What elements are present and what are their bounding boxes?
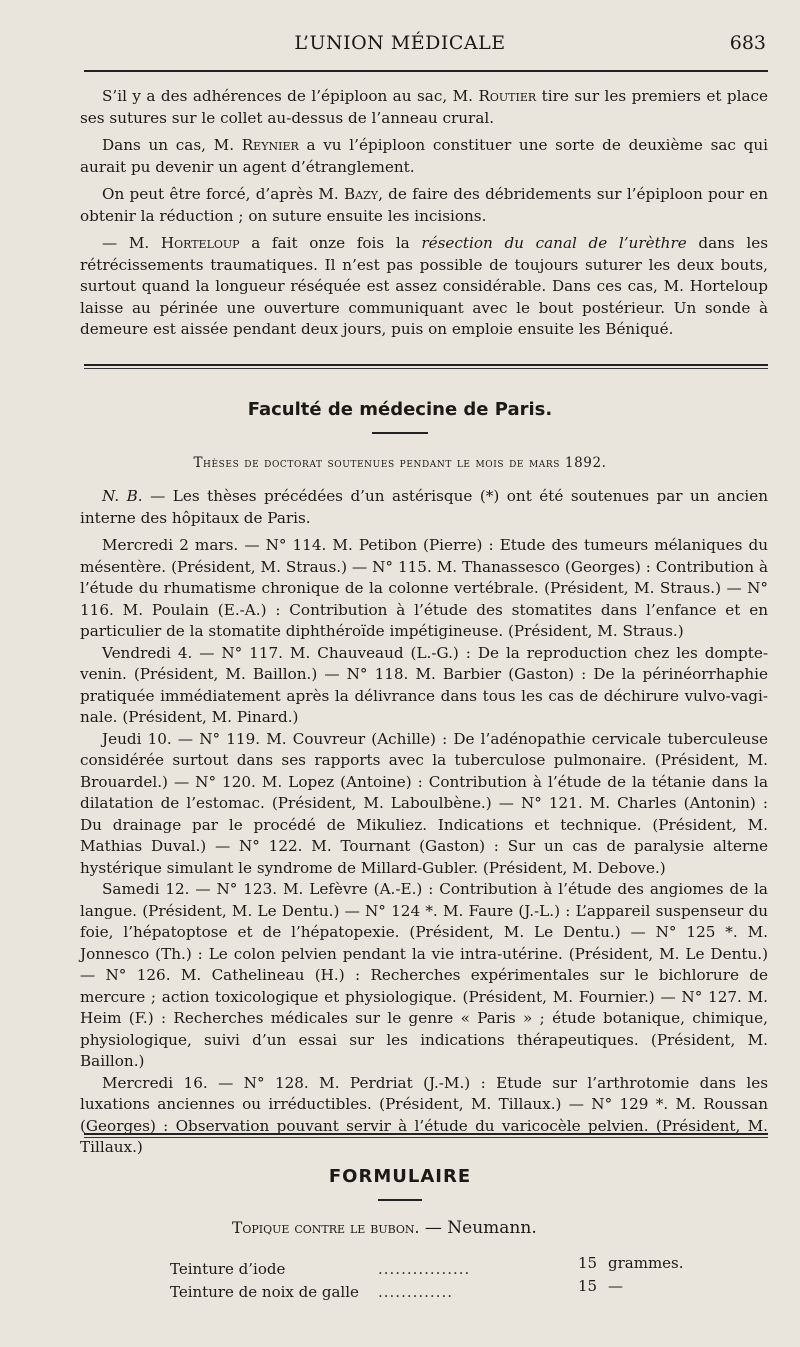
formula-subtitle: Topique contre le bubon. — Neumann.: [232, 1218, 537, 1238]
entry-samedi-12: Samedi 12. — N° 123. M. Lefèvre (A.-E.) : Contribution à l’étude des angiomes de la langue. (Président, M. Le Dentu.) — N° 124 *. M. Faure (J.-L.) : L’appareil suspenseur du foie, l’hépatoptose et de l’hépatopexie. (Président, M. Le Dentu.) — N° 125 *. M. Jonnesco (Th.) : Le colon pelvien pendant la vie intra-utérine. (Président, M. Le Dentu.) — N° 126. M. Cathelineau (H.) : Recherches expérimentales sur le bichlorure de mercure ; action toxicologique et physiologique. (Président, M. Fournier.) — N° 127. M. Heim (F.) : Recherches médicales sur le genre « Paris » ; étude botanique, chimique, physiologique, suivi d’un essai sur les indications thérapeutiques. (Président, M. Baillon.): [80, 880, 768, 1070]
entry-mercredi-2: Mercredi 2 mars. — N° 114. M. Petibon (Pierre) : Etude des tumeurs mélaniques du mésentère. (Président, M. Straus.) — N° 115. M. Thanassesco (Georges) : Contribution à l’étude du rhumatisme chronique de la colonne vertébrale. (Président, M. Straus.) — N° 116. M. Poulain (E.-A.) : Contribution à l’étude des stomatites dans l’enfance et en particulier de la stomatite diphthéroïde impétigineuse. (Président, M. Straus.): [80, 536, 768, 640]
faculty-section-title: Faculté de médecine de Paris.: [247, 399, 553, 420]
formulaire-underline: [378, 1199, 422, 1201]
theses-list: [80, 486, 768, 1159]
header-rule: [84, 70, 768, 72]
paragraph-routier: S’il y a des adhérences de l’épiploon au sac, M. Routier tire sur les premiers et place ses sutures sur le collet au-dessus de l’anneau crural.: [80, 87, 769, 127]
page-number: 683: [729, 32, 766, 54]
formulaire-title: FORMULAIRE: [328, 1166, 472, 1187]
formulaire-rule-top: [84, 1133, 768, 1135]
section-rule-bottom: [84, 368, 768, 369]
title-underline: [372, 432, 428, 434]
paragraph-horteloup: — M. Horteloup a fait onze fois la résection du canal de l’urèthre dans les rétrécissements traumatiques. Il n’est pas possible de toujours suturer les deux bouts, surtout quand la longueur réséquée est assez considérable. Dans ces cas, M. Horteloup laisse au périnée une ouverture communiquant avec le bout postérieur. Un sonde à demeure est aissée pendant deux jours, puis on emploie ensuite les Béniqué.: [80, 234, 768, 338]
surgeon-name: Reynier: [241, 136, 299, 154]
entry-vendredi-4: Vendredi 4. — N° 117. M. Chauveaud (L.-G.) : De la reproduction chez les dompte- venin. (Président, M. Baillon.) — N° 118. M. Barbier (Gaston) : De la périnéorrhaphie pratiquée immédiatement après la délivrance dans tous les cas de déchirure vulvo-vagi- nale. (Président, M. Pinard.): [80, 643, 768, 726]
paragraph-reynier: Dans un cas, M. Reynier a vu l’épiploon constituer une sorte de deuxième sac qui aurait pu devenir un agent d’étranglement.: [80, 136, 768, 176]
dot-leader: ................: [378, 1260, 471, 1278]
ingredient-quantity: 15: [578, 1254, 598, 1272]
formulaire-rule-bottom: [84, 1137, 768, 1138]
formula-row: [170, 1277, 650, 1305]
surgeon-name: Horteloup: [160, 234, 240, 252]
ingredient-quantity: 15: [578, 1277, 598, 1295]
ingredient-unit: grammes.: [608, 1254, 684, 1272]
paragraph-bazy: On peut être forcé, d’après M. Bazy, de faire des débridements sur l’épiploon pour en obtenir la réduction ; on suture ensuite les incisions.: [80, 185, 768, 225]
theses-subtitle: Thèses de doctorat soutenues pendant le mois de mars 1892.: [193, 455, 607, 471]
note-paragraph: N. B. — Les thèses précédées d’un astérisque (*) ont été soutenues par un ancien interne des hôpitaux de Paris.: [80, 487, 768, 527]
dot-leader: .............: [378, 1283, 453, 1301]
ingredient-name: Teinture de noix de galle: [170, 1283, 359, 1301]
entry-jeudi-10: Jeudi 10. — N° 119. M. Couvreur (Achille) : De l’adénopathie cervicale tuberculeuse considérée surtout dans ses rapports avec la tuberculose pulmonaire. (Président, M. Brouardel.) — N° 120. M. Lopez (Antoine) : Contribution à l’étude de la tétanie dans la dilatation de l’estomac. (Président, M. Laboulbène.) — N° 121. M. Charles (Antonin) : Du drainage par le procédé de Mikuliez. Indications et technique. (Président, M. Mathias Duval.) — N° 122. M. Tournant (Gaston) : Sur un cas de paralysie alterne hystérique simulant le syndrome de Millard-Gubler. (Président, M. Debove.): [80, 729, 768, 877]
entry-mercredi-16: Mercredi 16. — N° 128. M. Perdriat (J.-M.) : Etude sur l’arthrotomie dans les luxations anciennes ou irréductibles. (Président, M. Tillaux.) — N° 129 *. M. Roussan (Georges) : Observation pouvant servir à l’étude du varicocèle pelvien. (Président, M. Tillaux.): [80, 1073, 768, 1156]
surgeon-name: Bazy: [344, 185, 379, 203]
ingredient-unit: —: [608, 1277, 623, 1295]
section-rule-top: [84, 364, 768, 366]
surgeon-name: Routier: [478, 87, 537, 105]
note-label: N. B.: [102, 487, 143, 505]
ingredient-name: Teinture d’iode: [170, 1260, 286, 1278]
running-head: [0, 32, 800, 62]
italic-topic: résection du canal de l’urèthre: [421, 234, 687, 252]
journal-title: L’UNION MÉDICALE: [294, 32, 506, 54]
continuation-text: [80, 86, 768, 341]
